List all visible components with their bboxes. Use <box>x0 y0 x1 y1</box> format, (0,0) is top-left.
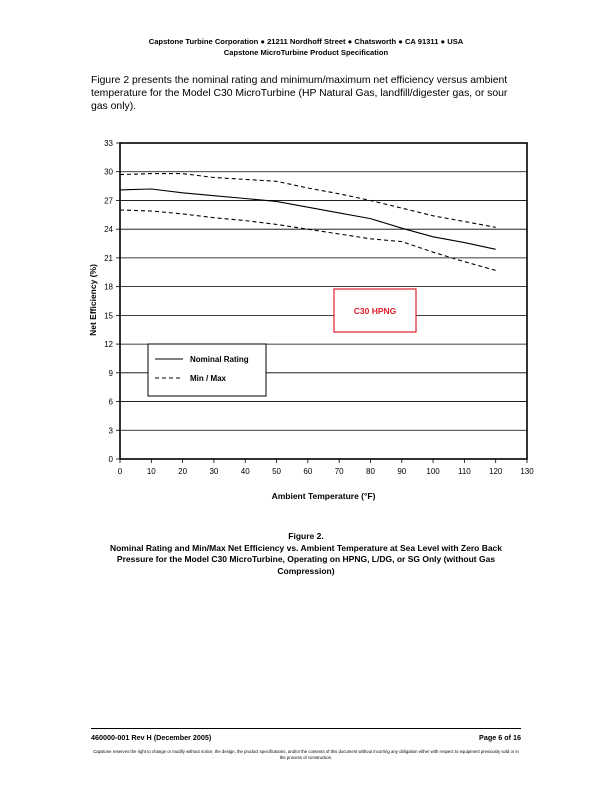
y-tick-label: 0 <box>108 455 113 464</box>
x-tick-label: 120 <box>489 467 503 476</box>
x-tick-label: 80 <box>366 467 375 476</box>
y-tick-label: 9 <box>108 368 113 378</box>
series-line-min <box>120 210 496 270</box>
x-tick-label: 50 <box>272 467 281 476</box>
header-doc-title: Capstone MicroTurbine Product Specification <box>223 48 389 57</box>
x-tick-label: 100 <box>426 467 440 476</box>
y-tick-label: 33 <box>104 139 113 148</box>
chart-series <box>120 174 496 271</box>
chart-annotation <box>334 289 416 332</box>
document-number: 460000-001 Rev H (December 2005) <box>91 733 212 742</box>
y-axis-label: Net Efficiency (%) <box>88 264 98 336</box>
x-tick-label: 10 <box>146 467 156 476</box>
y-tick-label: 24 <box>104 225 113 235</box>
y-tick-label: 3 <box>108 426 113 436</box>
y-tick-label: 6 <box>108 397 113 407</box>
y-tick-label: 30 <box>104 167 113 177</box>
page-number: Page 6 of 16 <box>479 733 521 742</box>
x-axis-ticks <box>118 459 534 476</box>
legend-box <box>148 344 266 396</box>
series-line-nominal-rating <box>120 189 496 249</box>
y-tick-label: 21 <box>104 253 113 263</box>
legend-label-minmax: Min / Max <box>190 374 227 383</box>
chart-legend <box>148 344 266 396</box>
legend-label-nominal: Nominal Rating <box>190 355 249 364</box>
x-tick-label: 70 <box>334 467 344 476</box>
y-axis-ticks <box>104 139 120 464</box>
annotation-label: C30 HPNG <box>353 306 397 316</box>
header-address: Capstone Turbine Corporation ● 21211 Nordhoff Street ● Chatsworth ● CA 91311 ● USA <box>148 37 464 46</box>
x-tick-label: 20 <box>178 467 188 476</box>
x-tick-label: 40 <box>240 467 250 476</box>
x-tick-label: 0 <box>117 467 123 476</box>
y-tick-label: 12 <box>104 340 113 350</box>
y-tick-label: 15 <box>104 311 113 321</box>
figure-number: Figure 2. <box>288 531 324 541</box>
x-tick-label: 60 <box>303 467 313 476</box>
intro-paragraph: Figure 2 presents the nominal rating and minimum/maximum net efficiency versus ambient temperature for the Model C30 MicroTurbine (HP Natural Gas, landfill/digester gas, or sour gas only). <box>91 75 508 112</box>
footer-disclaimer: Capstone reserves the right to change or modify without notice, the design, the product specifications, and/or the contents of this document without incurring any obligation either with respect to equipment previously sold or in the process of construction. <box>93 749 519 760</box>
figure-caption: Nominal Rating and Min/Max Net Efficiency vs. Ambient Temperature at Sea Level with Zero Back Pressure for the Model C30 MicroTurbine, Operating on HPNG, L/DG, or SG Only (without Gas Compression) <box>109 543 503 576</box>
y-tick-label: 27 <box>104 196 113 206</box>
x-tick-label: 130 <box>520 467 534 476</box>
x-tick-label: 30 <box>209 467 219 476</box>
x-tick-label: 90 <box>397 467 407 476</box>
x-tick-label: 110 <box>458 467 471 476</box>
y-tick-label: 18 <box>104 282 113 292</box>
footer-divider <box>91 728 521 729</box>
x-axis-label: Ambient Temperature (°F) <box>271 491 376 501</box>
